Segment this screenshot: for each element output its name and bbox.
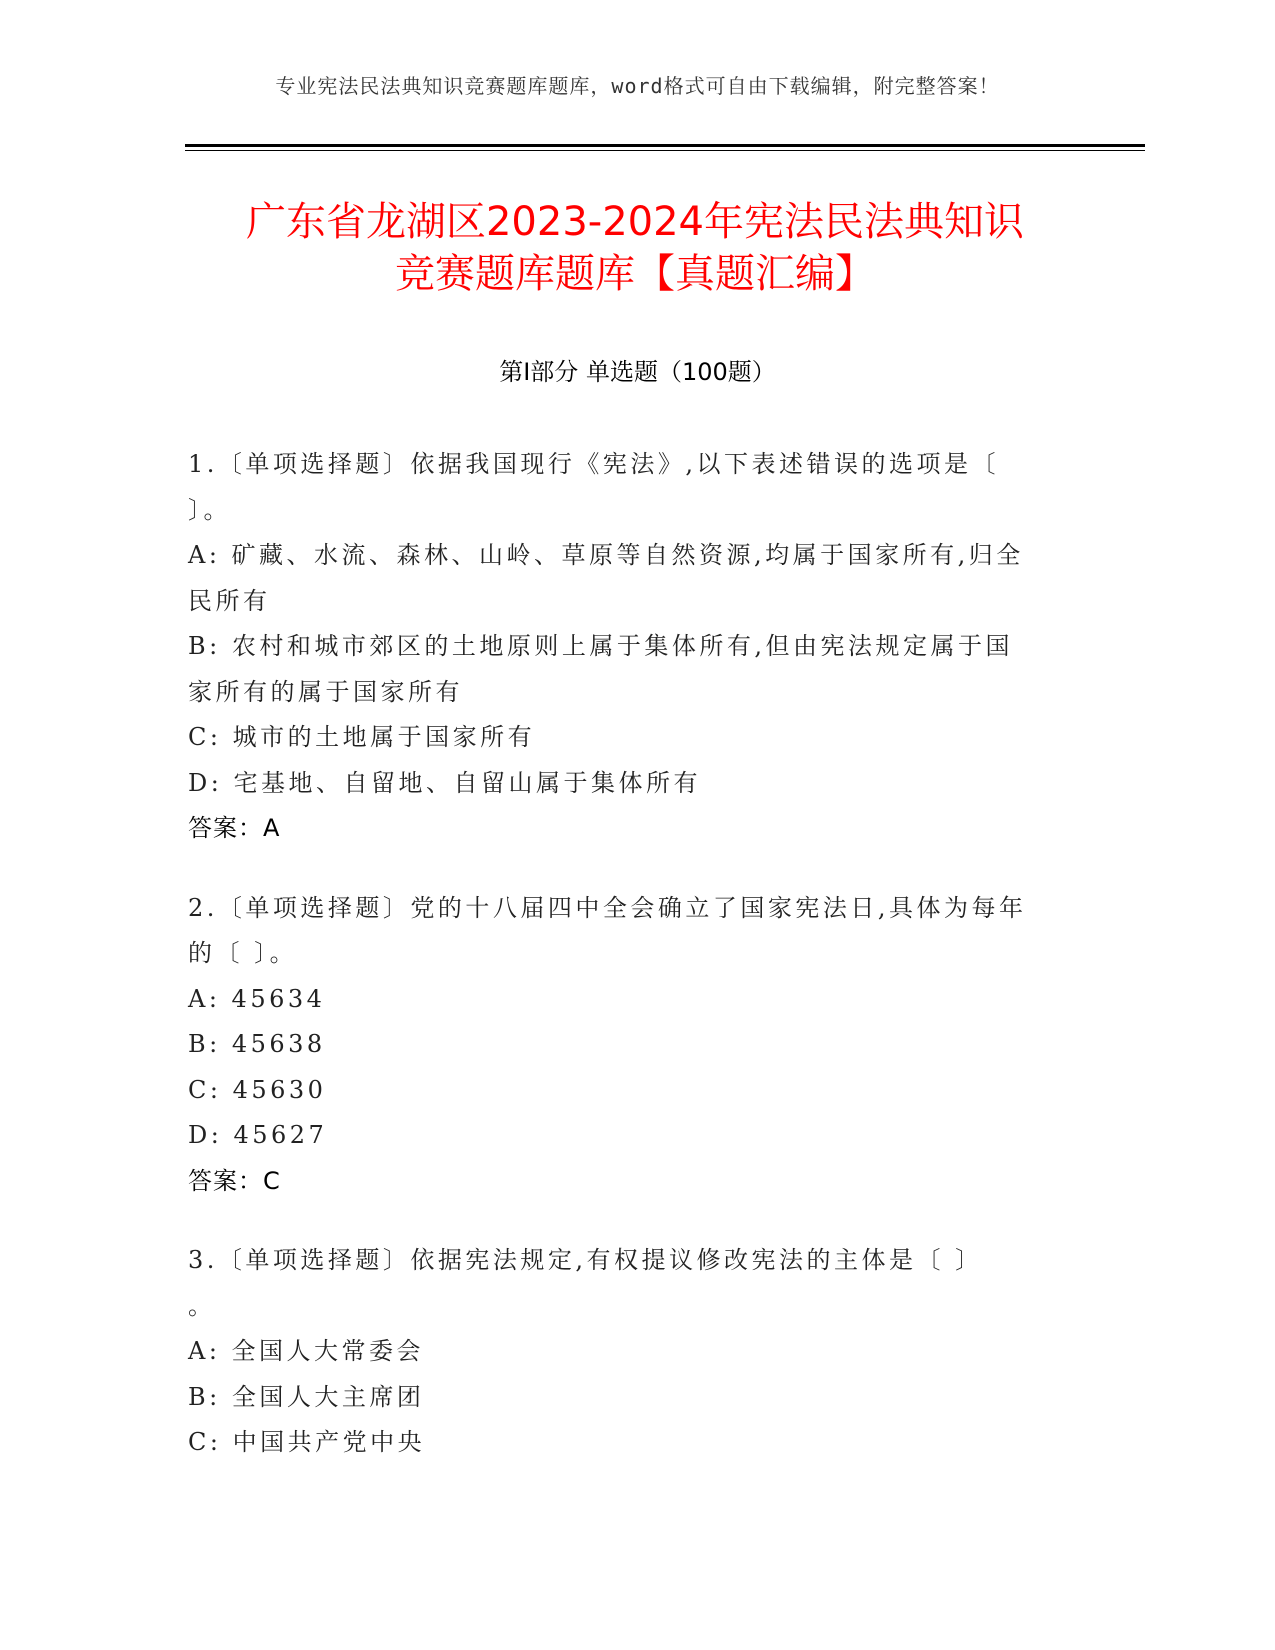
header-rule-thin [185, 150, 1145, 151]
option-c: C: 45630 [188, 1075, 327, 1104]
section-heading: 第Ⅰ部分 单选题（100题） [499, 358, 776, 386]
question-stem-cont: 的〔 〕。 [188, 939, 298, 967]
option-b: B: 农村和城市郊区的土地原则上属于集体所有,但由宪法规定属于国 [188, 632, 1013, 660]
option-a: A: 全国人大常委会 [188, 1337, 425, 1365]
question-stem: 2.〔单项选择题〕党的十八届四中全会确立了国家宪法日,具体为每年 [188, 893, 1027, 922]
option-b: B: 45638 [188, 1030, 326, 1058]
option-c: C: 城市的土地属于国家所有 [188, 723, 536, 751]
question-1 [188, 442, 1068, 852]
question-stem: 1.〔单项选择题〕依据我国现行《宪法》,以下表述错误的选项是〔 [188, 450, 1000, 478]
answer-line: 答案：A [188, 814, 281, 842]
option-a-cont: 民所有 [188, 586, 271, 615]
question-list [188, 442, 1068, 1500]
question-stem-cont: 〕。 [188, 495, 231, 524]
option-c: C: 中国共产党中央 [188, 1428, 426, 1456]
title-line-2: 竞赛题库题库【真题汇编】 [395, 251, 875, 297]
header-rule-thick [185, 144, 1145, 147]
option-a: A: 矿藏、水流、森林、山岭、草原等自然资源,均属于国家所有,归全 [188, 541, 1024, 569]
question-2 [188, 886, 1068, 1205]
page-header-text: 专业宪法民法典知识竞赛题库题库，word格式可自由下载编辑，附完整答案！ [275, 74, 1000, 98]
question-stem-cont: 。 [188, 1291, 216, 1320]
option-b: B: 全国人大主席团 [188, 1382, 425, 1411]
option-d: D: 宅基地、自留地、自留山属于集体所有 [188, 768, 701, 797]
question-stem: 3.〔单项选择题〕依据宪法规定,有权提议修改宪法的主体是〔 〕 [188, 1246, 983, 1274]
option-d: D: 45627 [188, 1121, 328, 1149]
document-title [185, 196, 1085, 300]
option-a: A: 45634 [188, 984, 326, 1013]
option-b-cont: 家所有的属于国家所有 [188, 677, 463, 706]
answer-line: 答案：C [188, 1166, 281, 1195]
question-3 [188, 1238, 1068, 1466]
title-line-1: 广东省龙湖区2023-2024年宪法民法典知识 [245, 199, 1025, 245]
